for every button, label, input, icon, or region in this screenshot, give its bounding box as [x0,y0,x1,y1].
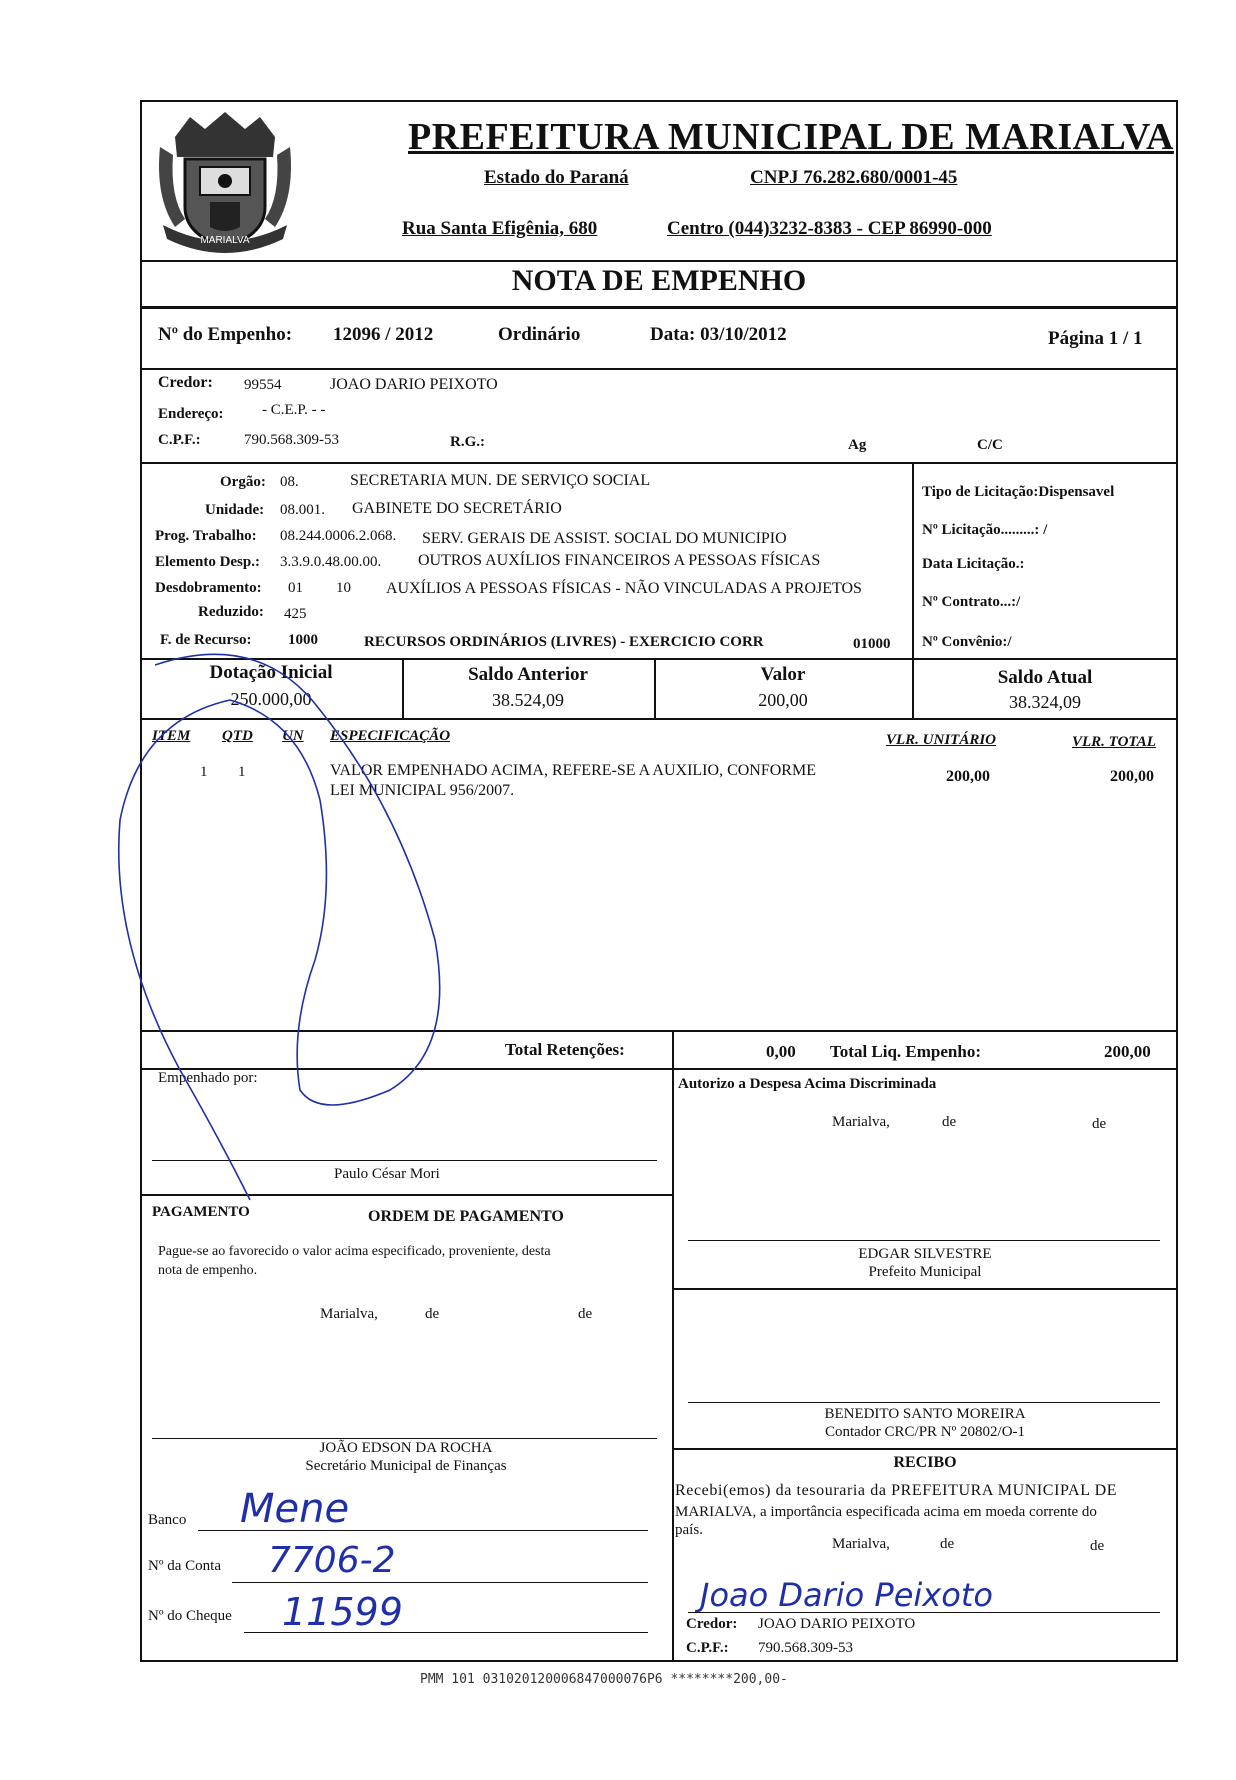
banco-handwritten-value[interactable]: Mene [240,1486,350,1532]
pagamento-text-line1: Pague-se ao favorecido o valor acima especificado, proveniente, desta [158,1244,551,1259]
col-spec-header: ESPECIFICAÇÃO [330,728,451,744]
elemento-label: Elemento Desp.: [155,554,260,570]
ag-label: Ag [848,437,867,453]
footer-code: PMM 101 031020120006847000076P6 ********200,00- [420,1672,788,1687]
row-unit-value: 200,00 [946,768,990,785]
col-item-header: ITEM [152,728,191,744]
pagamento-signer-role: Secretário Municipal de Finanças [305,1458,507,1474]
page-number: Página 1 / 1 [1048,328,1143,349]
autoriza-title: Autorizo a Despesa Acima Discriminada [678,1076,937,1092]
orgao-label: Orgão: [220,474,266,490]
cc-label: C/C [977,437,1003,453]
elemento-code: 3.3.9.0.48.00.00. [280,554,382,570]
doc-title: NOTA DE EMPENHO [511,264,807,297]
contrato-number: Nº Contrato...:/ [922,594,1021,610]
banco-label: Banco [148,1512,187,1528]
row-spec-line1: VALOR EMPENHADO ACIMA, REFERE-SE A AUXILIO, CONFORME [330,762,816,779]
cpf-value: 790.568.309-53 [244,432,339,448]
pagamento-signer-name: JOÃO EDSON DA ROCHA [319,1440,493,1456]
contador-role: Contador CRC/PR Nº 20802/O-1 [824,1424,1026,1440]
recibo-cpf-value: 790.568.309-53 [758,1640,853,1656]
contador-name: BENEDITO SANTO MOREIRA [824,1406,1026,1422]
page-title: PREFEITURA MUNICIPAL DE MARIALVA [408,116,1174,158]
col-un-header: UN [282,728,304,744]
elemento-desc: OUTROS AUXÍLIOS FINANCEIROS A PESSOAS FÍSICAS [418,552,821,569]
saldo-anterior-label: Saldo Anterior [468,664,588,685]
cpf-label: C.P.F.: [158,432,201,448]
reduzido-label: Reduzido: [198,604,264,620]
recibo-cpf-label: C.P.F.: [686,1640,729,1656]
credor-name: JOAO DARIO PEIXOTO [330,376,498,393]
retencoes-label: Total Retenções: [505,1040,625,1059]
orgao-code: 08. [280,474,299,490]
licitacao-data: Data Licitação.: [922,556,1025,572]
recibo-de1: de [940,1536,955,1552]
municipal-crest-icon [155,107,295,255]
cheque-handwritten-value[interactable]: 11599 [282,1590,403,1634]
col-qtd-header: QTD [222,728,253,744]
orgao-desc: SECRETARIA MUN. DE SERVIÇO SOCIAL [350,472,651,489]
row-total-value: 200,00 [1110,768,1154,785]
col-unit-header: VLR. UNITÁRIO [886,732,997,748]
recurso-number: 01000 [853,636,891,652]
convenio-number: Nº Convênio:/ [922,634,1012,650]
rg-label: R.G.: [450,434,485,450]
desdobramento-desc: AUXÍLIOS A PESSOAS FÍSICAS - NÃO VINCULADAS A PROJETOS [386,580,862,597]
desdobramento-a: 01 [288,580,303,596]
row-spec-line2: LEI MUNICIPAL 956/2007. [330,782,515,799]
retencoes-value: 0,00 [766,1042,796,1061]
saldo-atual-value: 38.324,09 [1009,692,1081,712]
pagamento-label: PAGAMENTO [152,1204,250,1220]
dotacao-label: Dotação Inicial [209,662,333,683]
autoriza-de1: de [942,1114,957,1130]
liq-value: 200,00 [1104,1042,1151,1061]
recurso-code: 1000 [288,632,318,648]
recibo-signature[interactable]: Joao Dario Peixoto [700,1576,993,1614]
endereco-value: - C.E.P. - - [262,402,326,418]
recibo-title: RECIBO [893,1454,957,1471]
endereco-label: Endereço: [158,406,224,422]
recibo-text-line2: MARIALVA, a importância especificada acima em moeda corrente do [675,1504,1097,1520]
conta-handwritten-value[interactable]: 7706-2 [268,1540,396,1581]
ordem-pagamento-label: ORDEM DE PAGAMENTO [368,1208,564,1225]
unidade-label: Unidade: [205,502,265,518]
recurso-label: F. de Recurso: [160,632,252,648]
pen-scribble-icon [100,640,460,1220]
row-qtd: 1 [238,764,246,780]
unidade-desc: GABINETE DO SECRETÁRIO [352,500,562,517]
crest-banner-text: MARIALVA [200,235,250,246]
liq-label: Total Liq. Empenho: [830,1042,981,1061]
desdobramento-b: 10 [336,580,351,596]
valor-label: Valor [760,664,806,685]
autoriza-de2: de [1092,1116,1107,1132]
pagamento-de2: de [578,1306,593,1322]
conta-label: Nº da Conta [148,1558,221,1574]
saldo-atual-label: Saldo Atual [997,667,1093,688]
autoriza-place: Marialva, [832,1114,890,1130]
licitacao-tipo: Tipo de Licitação:Dispensavel [922,484,1115,500]
valor-value: 200,00 [758,690,808,710]
contact-label: Centro (044)3232-8383 - CEP 86990-000 [667,218,992,239]
empenhado-signer: Paulo César Mori [334,1166,440,1182]
pagamento-place: Marialva, [320,1306,378,1322]
autoriza-signer-role: Prefeito Municipal [868,1264,982,1280]
pagamento-text-line2: nota de empenho. [158,1263,258,1278]
empenho-type: Ordinário [498,324,581,345]
recurso-desc: RECURSOS ORDINÁRIOS (LIVRES) - EXERCICIO CORR [364,634,764,650]
row-item: 1 [200,764,208,780]
empenho-label: Nº do Empenho: [158,324,293,345]
licitacao-numero: Nº Licitação.........: / [922,522,1048,538]
credor-code: 99554 [244,377,282,393]
prog-label: Prog. Trabalho: [155,528,257,544]
credor-label: Credor: [158,374,213,391]
recibo-place: Marialva, [832,1536,890,1552]
unidade-code: 08.001. [280,502,325,518]
recibo-de2: de [1090,1538,1105,1554]
recibo-text-line1: Recebi(emos) da tesouraria da PREFEITURA MUNICIPAL DE [675,1482,1118,1499]
dotacao-value: 250.000,00 [230,689,312,709]
autoriza-signer-name: EDGAR SILVESTRE [858,1246,992,1262]
pagamento-de1: de [425,1306,440,1322]
address-label: Rua Santa Efigênia, 680 [402,218,598,239]
cnpj-label: CNPJ 76.282.680/0001-45 [750,167,958,188]
recibo-text-line3: país. [675,1522,703,1538]
reduzido-value: 425 [284,606,307,622]
prog-desc: SERV. GERAIS DE ASSIST. SOCIAL DO MUNICIPIO [422,530,787,547]
state-label: Estado do Paraná [484,167,629,188]
col-total-header: VLR. TOTAL [1072,734,1156,750]
cheque-label: Nº do Cheque [148,1608,232,1624]
recibo-credor-name: JOAO DARIO PEIXOTO [758,1616,916,1632]
empenho-date: Data: 03/10/2012 [650,324,787,345]
saldo-anterior-value: 38.524,09 [492,690,564,710]
empenhado-label: Empenhado por: [158,1070,258,1086]
empenho-number: 12096 / 2012 [333,324,434,345]
recibo-credor-label: Credor: [686,1616,738,1632]
prog-code: 08.244.0006.2.068. [280,528,397,544]
desdobramento-label: Desdobramento: [155,580,262,596]
